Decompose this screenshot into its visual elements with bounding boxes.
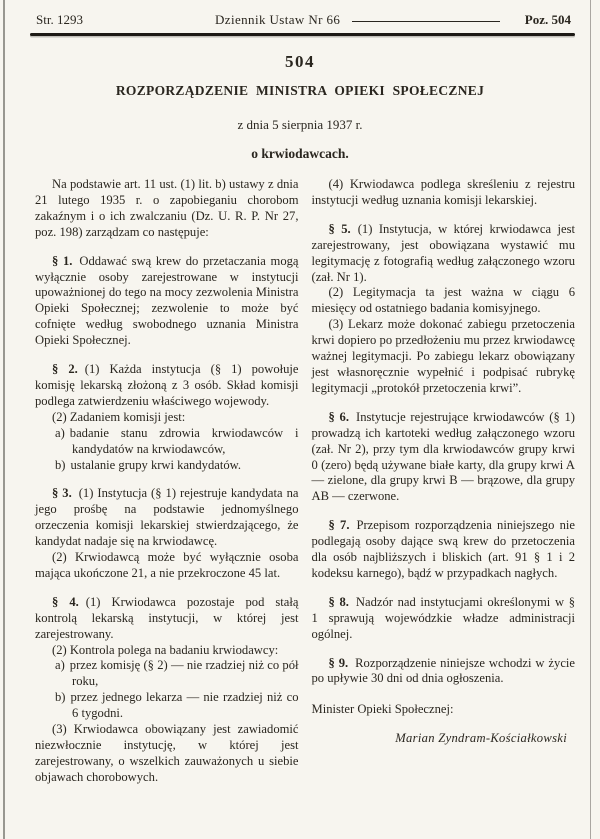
section-8-marker: § 8. [328, 594, 349, 609]
act-subject: o krwiodawcach. [251, 146, 349, 161]
section-5-sub-3: (3) Lekarz może dokonać zabiegu przetoczenia krwi dopiero po przedłożeniu mu przez krwiodawcę ważnej legitymacji. Po zabiegu lekarz obowiązany jest własnoręcznie wypełnić i podpisać rubrykę legitymacji „protokół przetoczenia krwi”. [311, 317, 575, 395]
section-7-text: Przepisom rozporządzenia niniejszego nie podlegają osoby dające swą krew do przetoczenia dla osób najbliższych i bliskich (art. 91 § 1 i 2 kodeksu karnego), bądź w przypadkach nagłych. [311, 518, 576, 580]
masthead [36, 10, 573, 32]
section-3-marker: § 3. [52, 486, 72, 501]
section-6-text: Instytucje rejestrujące krwiodawców (§ 1) prowadzą ich kartoteki według załączonego wzoru (zał. Nr 2), przy tym dla krwiodawców grupy krwi 0 (zero) będą używane białe karty, dla grupy krwi A — zielone, dla grupy krwi B — brązowe, dla grupy AB — czerwone. [311, 409, 575, 504]
section-2-item-b [35, 458, 299, 474]
section-5-text: (1) Instytucja, w której krwiodawca jest zarejestrowany, jest obowiązana wystawić mu legitymację z fotografią według załączonego wzoru (zał. Nr 1). [311, 221, 575, 284]
position-number: Poz. 504 [524, 12, 571, 27]
item-b-marker: b) [55, 690, 66, 705]
section-1-marker: § 1. [52, 253, 73, 268]
section-1-paragraph [35, 254, 299, 349]
item-b-marker: b) [55, 457, 66, 472]
page-number: Str. 1293 [36, 12, 83, 27]
item-a-marker: a) [55, 425, 65, 440]
masthead-rule [30, 33, 575, 36]
section-4-item-b [35, 690, 299, 722]
act-number: 504 [285, 52, 315, 71]
section-4-sub-3: (3) Krwiodawca obowiązany jest zawiadomić niezwłocznie instytucję, w której jest zarejestrowany, o wszelkich zauważonych u siebie objawach chorobowych. [35, 722, 299, 784]
section-2-paragraph [35, 362, 299, 410]
signature-name: Marian Zyndram-Kościałkowski [395, 731, 567, 746]
section-4-marker: § 4. [52, 594, 79, 609]
left-column [35, 177, 299, 786]
section-4-text: (1) Krwiodawca pozostaje pod stałą kontrolą lekarską instytucji, w której jest zarejestrowany. [35, 594, 299, 641]
legal-basis-paragraph: Na podstawie art. 11 ust. (1) lit. b) ustawy z dnia 21 lutego 1935 r. o zapobieganiu chorobom zakaźnym i o ich zwalczaniu (Dz. U. R. P. Nr 27, poz. 198) zarządzam co następuje: [35, 177, 299, 239]
section-4-sub-4: (4) Krwiodawca podlega skreśleniu z rejestru instytucji według uznania komisji lekarskiej. [311, 177, 575, 207]
section-4-paragraph [35, 595, 299, 643]
section-6-marker: § 6. [328, 409, 349, 424]
section-4-item-a [35, 658, 299, 690]
item-a-text: badanie stanu zdrowia krwiodawców i kandydatów na krwiodawców, [69, 425, 299, 456]
section-6-paragraph [312, 410, 576, 505]
section-2-sub-2: (2) Zadaniem komisji jest: [52, 409, 186, 424]
section-5-sub-2: (2) Legitymacja ta jest ważna w ciągu 6 miesięcy od ostatniego badania komisyjnego. [311, 285, 575, 316]
section-2-text: (1) Każda instytucja (§ 1) powołuje komisję lekarską złożoną z 3 osób. Skład komisji podlega zatwierdzeniu właściwego wojewody. [35, 362, 299, 408]
section-4-sub-2: (2) Kontrola polega na badaniu krwiodawcy: [52, 642, 279, 657]
section-5-marker: § 5. [328, 221, 351, 236]
section-8-text: Nadzór nad instytucjami określonymi w § 1 sprawują wojewódzkie władze administracji ogólnej. [311, 594, 575, 641]
act-authority-heading: ROZPORZĄDZENIE MINISTRA OPIEKI SPOŁECZNEJ [115, 83, 485, 98]
section-1-text: Oddawać swą krew do przetaczania mogą wyłącznie osoby zarejestrowane w instytucji upoważnionej do tego na mocy zezwolenia Ministra Opieki Społecznej; zezwolenie to może być cofnięte według swobodnego uznania Ministra Opieki Społecznej. [35, 253, 299, 348]
section-3-paragraph [35, 486, 299, 550]
act-date: z dnia 5 sierpnia 1937 r. [237, 117, 363, 132]
section-7-paragraph [312, 518, 576, 582]
item-a-text: przez komisję (§ 2) — nie rzadziej niż co pół roku, [69, 658, 299, 689]
section-9-paragraph [312, 656, 576, 688]
right-column [312, 177, 576, 786]
section-8-paragraph [312, 595, 576, 643]
two-column-body [35, 177, 575, 786]
item-b-text: przez jednego lekarza — nie rzadziej niż co 6 tygodni. [70, 690, 299, 721]
item-a-marker: a) [55, 658, 65, 673]
section-2-item-a [35, 426, 299, 458]
section-5-paragraph [312, 222, 576, 286]
item-b-text: ustalanie grupy krwi kandydatów. [70, 457, 242, 472]
section-9-text: Rozporządzenie niniejsze wchodzi w życie po upływie 30 dni od dnia ogłoszenia. [311, 655, 575, 686]
section-7-marker: § 7. [328, 518, 350, 533]
journal-title: Dziennik Ustaw Nr 66 [215, 12, 341, 27]
section-9-marker: § 9. [328, 655, 349, 670]
section-2-marker: § 2. [52, 362, 78, 377]
signature-role: Minister Opieki Społecznej: [311, 702, 454, 717]
section-3-text: (1) Instytucja (§ 1) rejestruje kandydata na jego prośbę na podstawie jednomyślnego orzeczenia komisji lekarskiej stwierdzającego, że kandydat nadaje się na krwiodawcę. [35, 486, 299, 549]
masthead-dash-rule [352, 21, 500, 22]
section-3-sub-2: (2) Krwiodawcą może być wyłącznie osoba mająca ukończone 21, a nie przekroczone 45 lat. [35, 550, 299, 580]
